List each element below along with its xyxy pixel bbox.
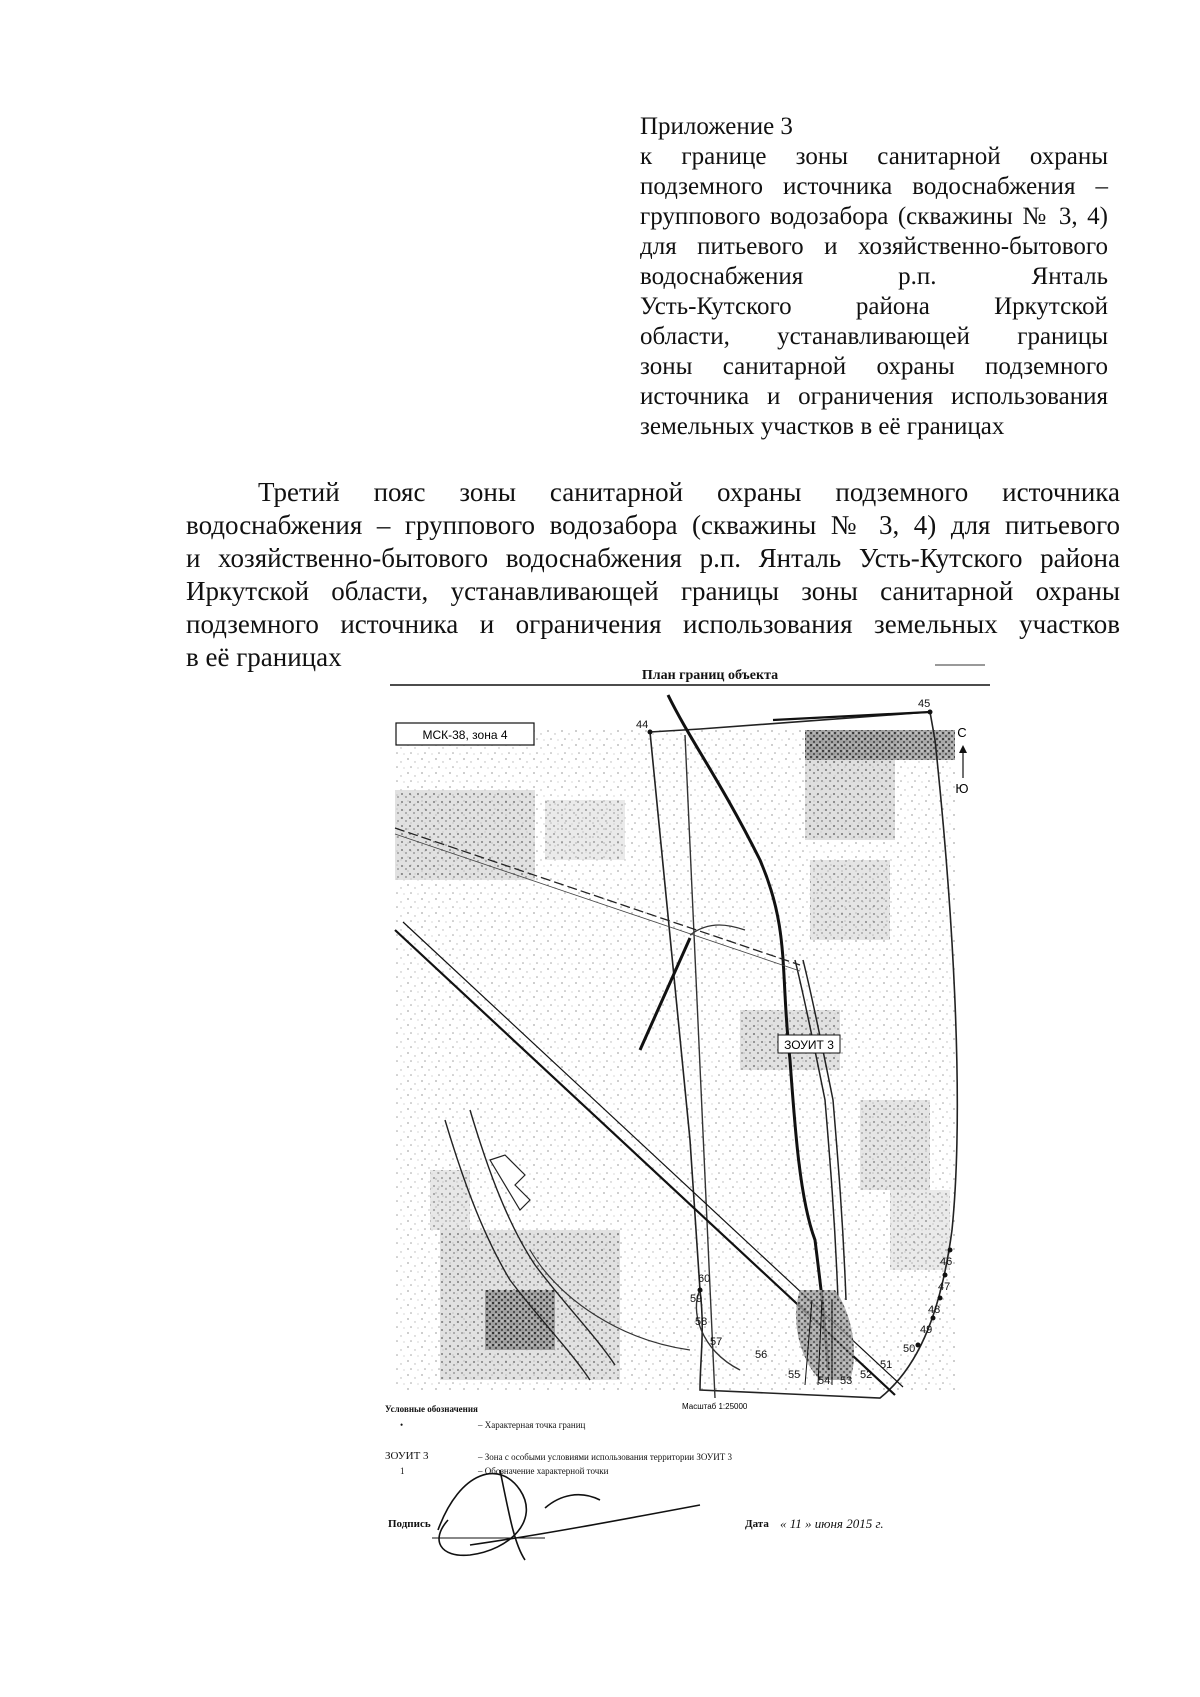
body-line: Иркутской области, устанавливающей границы зоны санитарной охраны <box>186 576 1120 606</box>
appendix-line: водоснабжения р.п. Янталь <box>640 263 1108 290</box>
point-label: 50 <box>903 1343 916 1355</box>
zone-label: ЗОУИТ 3 <box>784 1038 834 1052</box>
point-label: 45 <box>918 698 931 710</box>
legend-symbol: • <box>400 1420 404 1430</box>
point-marker <box>938 1296 943 1301</box>
compass-north-label: С <box>957 725 967 740</box>
appendix-line: подземного источника водоснабжения – <box>640 173 1108 200</box>
appendix-title: Приложение 3 <box>640 113 793 140</box>
legend-symbol: 1 <box>400 1466 405 1476</box>
point-marker <box>648 730 653 735</box>
date-value: « 11 » июня 2015 г. <box>780 1516 884 1531</box>
appendix-line: земельных участков в её границах <box>640 413 1005 440</box>
appendix-line: источника и ограничения использования <box>640 383 1108 410</box>
legend-symbol: ЗОУИТ 3 <box>385 1450 429 1462</box>
point-label: 57 <box>710 1336 723 1348</box>
compass <box>959 745 967 778</box>
body-line: Третий пояс зоны санитарной охраны подземного источника <box>258 477 1120 507</box>
point-marker <box>698 1288 703 1293</box>
point-label: 48 <box>928 1304 941 1316</box>
point-label: 59 <box>690 1293 703 1305</box>
map-title: План границ объекта <box>641 668 779 683</box>
appendix-line: Усть-Кутского района Иркутской <box>640 293 1108 320</box>
appendix-line: группового водозабора (скважины № 3, 4) <box>640 203 1108 230</box>
body-line: и хозяйственно-бытового водоснабжения р.п. Янталь Усть-Кутского района <box>186 543 1120 573</box>
point-label: 52 <box>860 1369 873 1381</box>
point-label: 58 <box>695 1316 708 1328</box>
point-label: 60 <box>698 1273 711 1285</box>
point-label: 47 <box>938 1281 951 1293</box>
point-label: 54 <box>818 1375 831 1387</box>
point-label: 46 <box>940 1256 953 1268</box>
legend-text: – Обозначение характерной точки <box>478 1466 609 1476</box>
point-label: 44 <box>636 719 649 731</box>
compass-south-label: Ю <box>955 781 969 796</box>
signature-label: Подпись <box>388 1518 431 1530</box>
point-label: 55 <box>788 1369 801 1381</box>
point-marker <box>928 710 933 715</box>
legend-title: Условные обозначения <box>385 1404 478 1414</box>
point-label: 49 <box>920 1324 933 1336</box>
date-label: Дата <box>745 1518 769 1530</box>
body-line: в её границах <box>186 642 342 672</box>
appendix-line: для питьевого и хозяйственно-бытового <box>640 233 1108 260</box>
terrain-texture <box>395 730 955 1390</box>
body-line: водоснабжения – группового водозабора (скважины № 3, 4) для питьевого <box>186 510 1120 540</box>
body-line: подземного источника и ограничения использования земельных участков <box>186 609 1120 639</box>
point-label: 56 <box>755 1349 768 1361</box>
point-marker <box>916 1343 921 1348</box>
appendix-line: области, устанавливающей границы <box>640 323 1108 350</box>
appendix-line: зоны санитарной охраны подземного <box>640 353 1108 380</box>
map-scale: Масштаб 1:25000 <box>682 1402 748 1411</box>
crs-label: МСК-38, зона 4 <box>422 728 508 742</box>
legend-text: – Характерная точка границ <box>478 1420 586 1430</box>
point-marker <box>931 1316 936 1321</box>
zone-boundary-north <box>773 712 930 720</box>
legend-text: – Зона с особыми условиями использования территории ЗОУИТ 3 <box>478 1452 732 1462</box>
signature-scribble <box>432 1470 700 1560</box>
point-marker <box>948 1248 953 1253</box>
point-label: 51 <box>880 1359 893 1371</box>
point-label: 53 <box>840 1375 853 1387</box>
appendix-line: к границе зоны санитарной охраны <box>640 143 1108 170</box>
point-marker <box>943 1273 948 1278</box>
